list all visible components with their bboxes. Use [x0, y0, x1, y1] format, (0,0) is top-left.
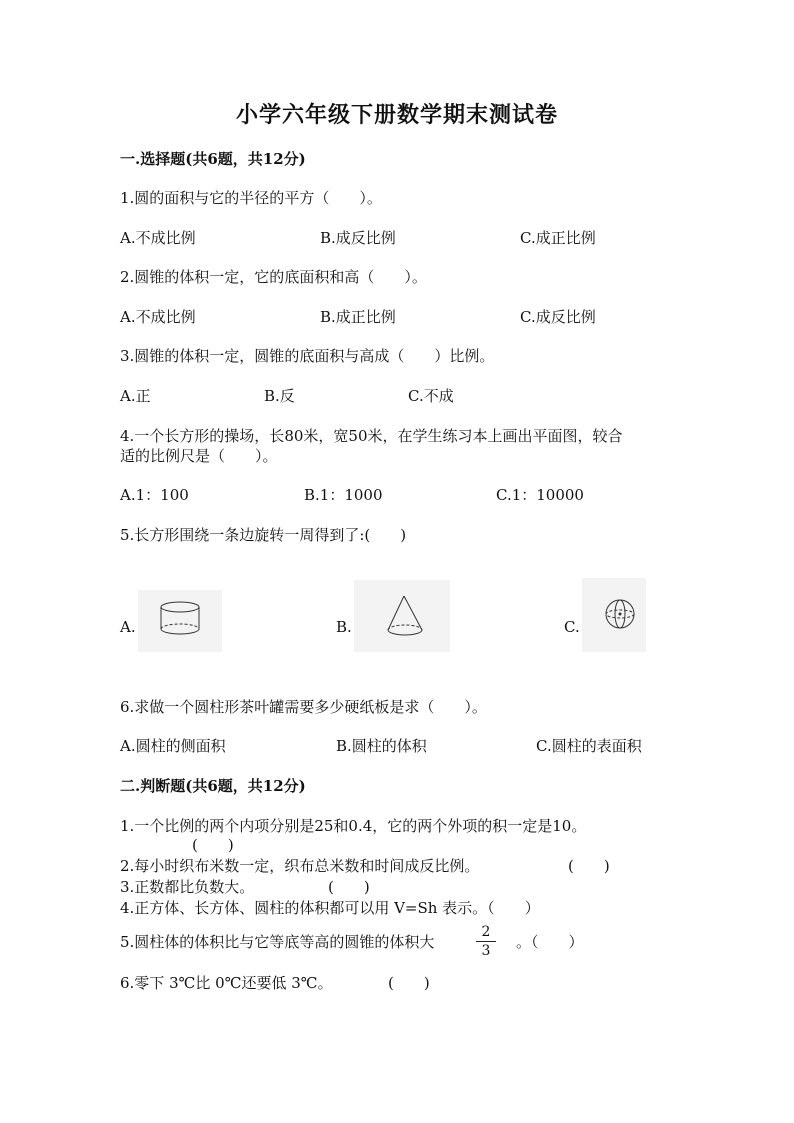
section-heading-choice: 一.选择题(共6题，共12分): [120, 150, 306, 168]
sphere-icon: [582, 578, 646, 652]
question-6: 6.求做一个圆柱形茶叶罐需要多少硬纸板是求（ ）。: [120, 698, 487, 716]
q3-option-c: C.不成: [408, 387, 454, 405]
q3-option-a: A.正: [120, 387, 151, 405]
question-3: 3.圆锥的体积一定，圆锥的底面积与高成（ ）比例。: [120, 347, 495, 365]
q4-option-b: B.1：1000: [304, 486, 383, 504]
fraction-bar: [476, 941, 496, 942]
page-title: 小学六年级下册数学期末测试卷: [235, 102, 558, 128]
judgement-1: 1.一个比例的两个内项分别是25和0.4，它的两个外项的积一定是10。: [120, 817, 587, 835]
judgement-1-paren: ( ): [192, 836, 234, 854]
q5-option-b: B.: [336, 618, 352, 636]
judgement-3: 3.正数都比负数大。: [120, 878, 255, 896]
question-5: 5.长方形围绕一条边旋转一周得到了:( ): [120, 526, 407, 544]
q2-option-b: B.成正比例: [320, 308, 396, 326]
q5-figure-b: [354, 580, 450, 652]
q1-option-c: C.成正比例: [520, 229, 596, 247]
judgement-5: 5.圆柱体的体积比与它等底等高的圆锥的体积大: [120, 933, 435, 951]
q5-figure-c: [582, 578, 646, 652]
question-1: 1.圆的面积与它的半径的平方（ ）。: [120, 189, 382, 207]
q6-option-a: A.圆柱的侧面积: [120, 737, 226, 755]
question-2: 2.圆锥的体积一定，它的底面积和高（ ）。: [120, 268, 427, 286]
q5-figure-a: [138, 590, 222, 652]
judgement-2: 2.每小时织布米数一定，织布总米数和时间成反比例。: [120, 857, 480, 875]
q1-option-b: B.成反比例: [320, 229, 396, 247]
q2-option-a: A.不成比例: [120, 308, 196, 326]
section-heading-judgement: 二.判断题(共6题，共12分): [120, 777, 306, 795]
cylinder-icon: [138, 590, 222, 652]
fraction-denominator: 3: [481, 943, 491, 959]
judgement-6-paren: ( ): [388, 974, 430, 992]
question-4-line-2: 适的比例尺是（ ）。: [120, 447, 278, 465]
fraction-two-thirds: [476, 924, 496, 959]
judgement-3-paren: ( ): [328, 878, 370, 896]
q3-option-b: B.反: [264, 387, 295, 405]
judgement-2-paren: ( ): [568, 857, 610, 875]
q5-option-c: C.: [564, 618, 580, 636]
judgement-5-tail: 。（ ）: [516, 933, 584, 951]
q4-option-a: A.1：100: [120, 486, 189, 504]
judgement-6: 6.零下 3℃比 0℃还要低 3℃。: [120, 974, 333, 992]
judgement-4: 4.正方体、长方体、圆柱的体积都可以用 V=Sh 表示。（ ）: [120, 899, 540, 917]
q1-option-a: A.不成比例: [120, 229, 196, 247]
q6-option-c: C.圆柱的表面积: [536, 737, 642, 755]
fraction-numerator: 2: [481, 924, 491, 940]
q2-option-c: C.成反比例: [520, 308, 596, 326]
q6-option-b: B.圆柱的体积: [336, 737, 427, 755]
question-4-line-1: 4.一个长方形的操场，长80米，宽50米，在学生练习本上画出平面图，较合: [120, 427, 623, 445]
q4-option-c: C.1：10000: [496, 486, 584, 504]
q5-option-a: A.: [120, 618, 136, 636]
cone-icon: [354, 580, 450, 652]
